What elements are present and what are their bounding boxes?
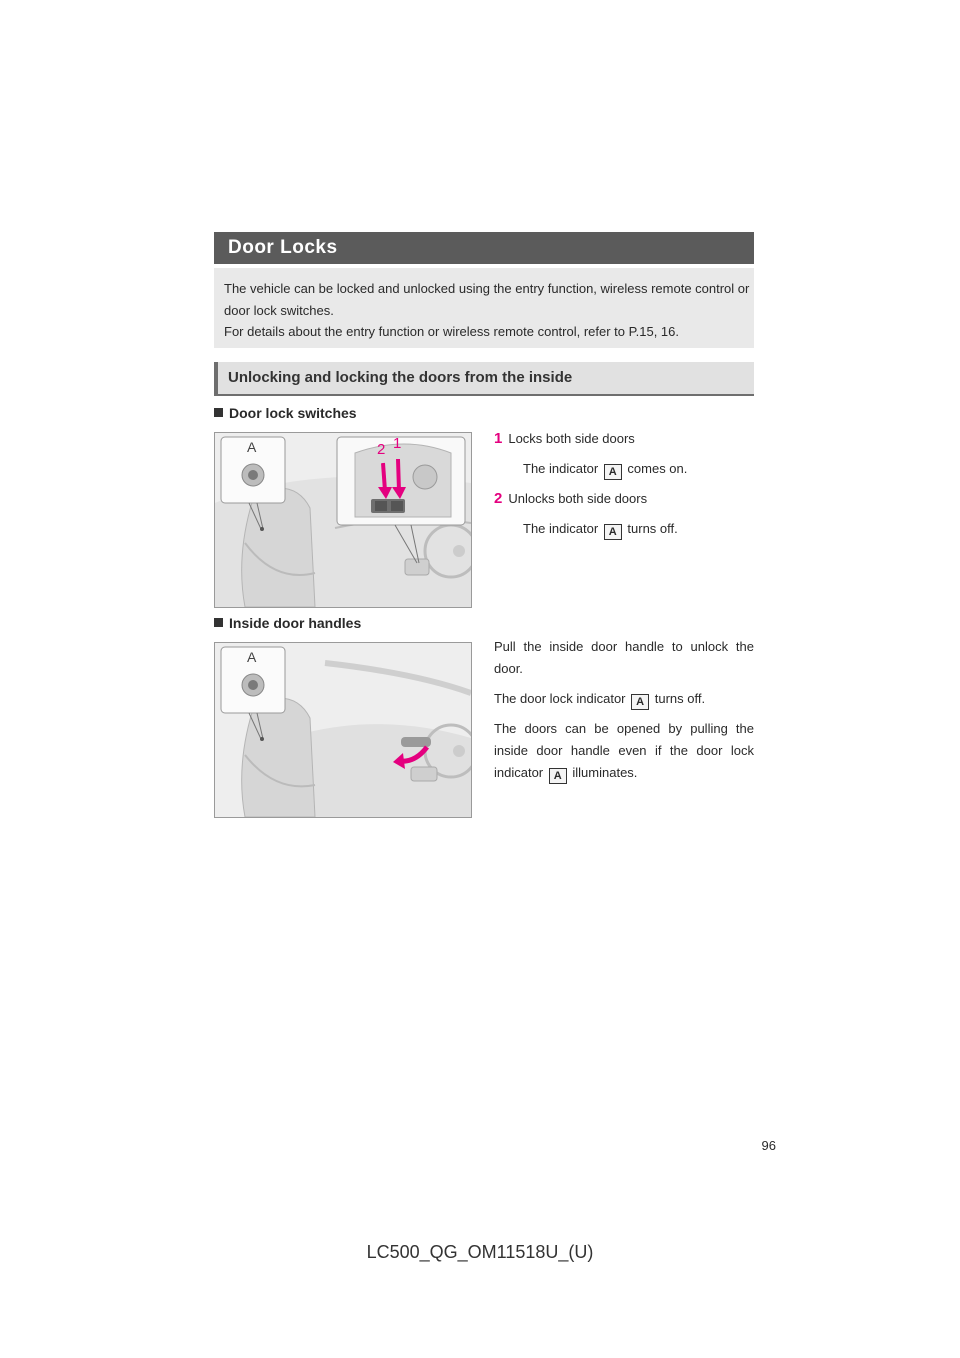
step-item-2: 2 Unlocks both side doors: [494, 490, 648, 507]
figure-callout-label: A: [247, 649, 257, 665]
step-note-2: The indicator A turns off.: [523, 521, 678, 538]
inside-door-handle-illustration: [214, 642, 472, 818]
subheading: Unlocking and locking the doors from the inside: [228, 369, 573, 386]
indicator-badge: A: [604, 464, 622, 480]
page-title: Door Locks: [228, 237, 338, 258]
indicator-badge: A: [631, 694, 649, 710]
section-heading-door-lock-switches: Door lock switches: [214, 405, 357, 421]
page-number: 96: [761, 1138, 776, 1153]
figure-callout-label: A: [247, 439, 257, 455]
inside-handle-paragraph-2: The door lock indicator A turns off.: [494, 691, 706, 708]
square-bullet-icon: [214, 408, 223, 417]
section-heading-inside-door-handles: Inside door handles: [214, 615, 361, 631]
lock-steps-list: [494, 428, 764, 540]
indicator-badge: A: [549, 768, 567, 784]
square-bullet-icon: [214, 618, 223, 627]
step-item-1: 1 Locks both side doors: [494, 430, 635, 447]
intro-paragraph-1: The vehicle can be locked and unlocked using the entry function, wireless remote control or door lock switches.: [224, 281, 750, 318]
intro-box: [214, 268, 754, 348]
inside-handle-text: [494, 636, 754, 784]
section-title-bar: [214, 232, 754, 264]
arrow-label-1: 1: [393, 435, 402, 452]
arrow-label-2: 2: [377, 441, 386, 458]
intro-paragraph-2: For details about the entry function or wireless remote control, refer to P.15, 16.: [224, 324, 679, 339]
inside-handle-paragraph-1: Pull the inside door handle to unlock the door.: [494, 639, 754, 676]
subheading-bar: [214, 362, 754, 396]
document-id: LC500_QG_OM11518U_(U): [366, 1242, 594, 1262]
door-lock-switch-illustration: [214, 432, 472, 608]
indicator-badge: A: [604, 524, 622, 540]
inside-handle-paragraph-3: The doors can be opened by pulling the inside door handle even if the door lock indicator A illuminates.: [494, 721, 754, 782]
step-note-1: The indicator A comes on.: [523, 461, 688, 478]
